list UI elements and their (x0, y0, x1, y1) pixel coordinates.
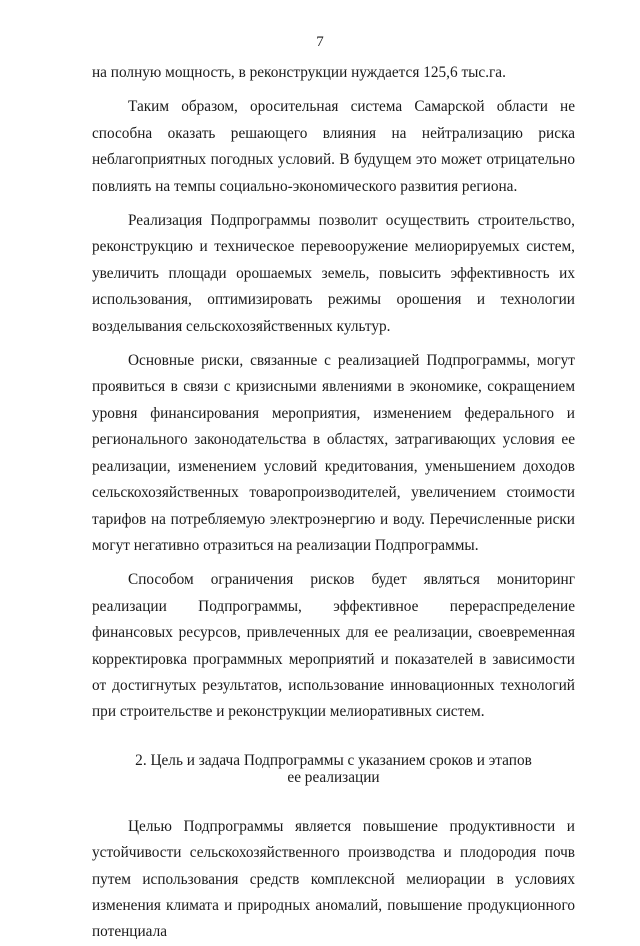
section-heading (92, 752, 575, 786)
paragraph-main-risks: Основные риски, связанные с реализацией Подпрограммы, могут проявиться в связи с кризисными явлениями в экономике, сокращением уровня финансирования мероприятия, изменением федерального и регионального законодательства в областях, затрагивающих условия ее реализации, изменением условий кредитования, уменьшением доходов сельскохозяйственных товаропроизводителей, увеличением стоимости тарифов на потребляемую электроэнергию и воду. Перечисленные риски могут негативно отразиться на реализации Подпрограммы. (92, 352, 575, 554)
paragraph-subprogram-implementation: Реализация Подпрограммы позволит осуществить строительство, реконструкцию и техническое перевооружение мелиорируемых систем, увеличить площади орошаемых земель, повысить эффективность их использования, оптимизировать режимы орошения и технологии возделывания сельскохозяйственных культур. (92, 212, 575, 335)
section-heading-line-2: ее реализации (287, 768, 380, 786)
section-heading-line-1: 2. Цель и задача Подпрограммы с указанием сроков и этапов (135, 751, 532, 769)
paragraph-subprogram-goal: Целью Подпрограммы является повышение продуктивности и устойчивости сельскохозяйственного производства и плодородия почв путем использования средств комплексной мелиорации в условиях изменения климата и природных аномалий, повышение продукционного потенциала (92, 817, 575, 941)
paragraph-risk-mitigation: Способом ограничения рисков будет являться мониторинг реализации Подпрограммы, эффективное перераспределение финансовых ресурсов, привлеченных для ее реализации, своевременная корректировка программных мероприятий и показателей в зависимости от достигнутых результатов, использование инновационных технологий при строительстве и реконструкции мелиоративных систем. (92, 571, 575, 721)
paragraph-irrigation-system: Таким образом, оросительная система Самарской области не способна оказать решающего влияния на нейтрализацию риска неблагоприятных погодных условий. В будущем это может отрицательно повлиять на темпы социально-экономического развития региона. (92, 98, 575, 195)
page-number: 7 (316, 34, 324, 50)
paragraph-continuation: на полную мощность, в реконструкции нуждается 125,6 тыс.га. (92, 64, 506, 81)
document-body (92, 60, 575, 946)
